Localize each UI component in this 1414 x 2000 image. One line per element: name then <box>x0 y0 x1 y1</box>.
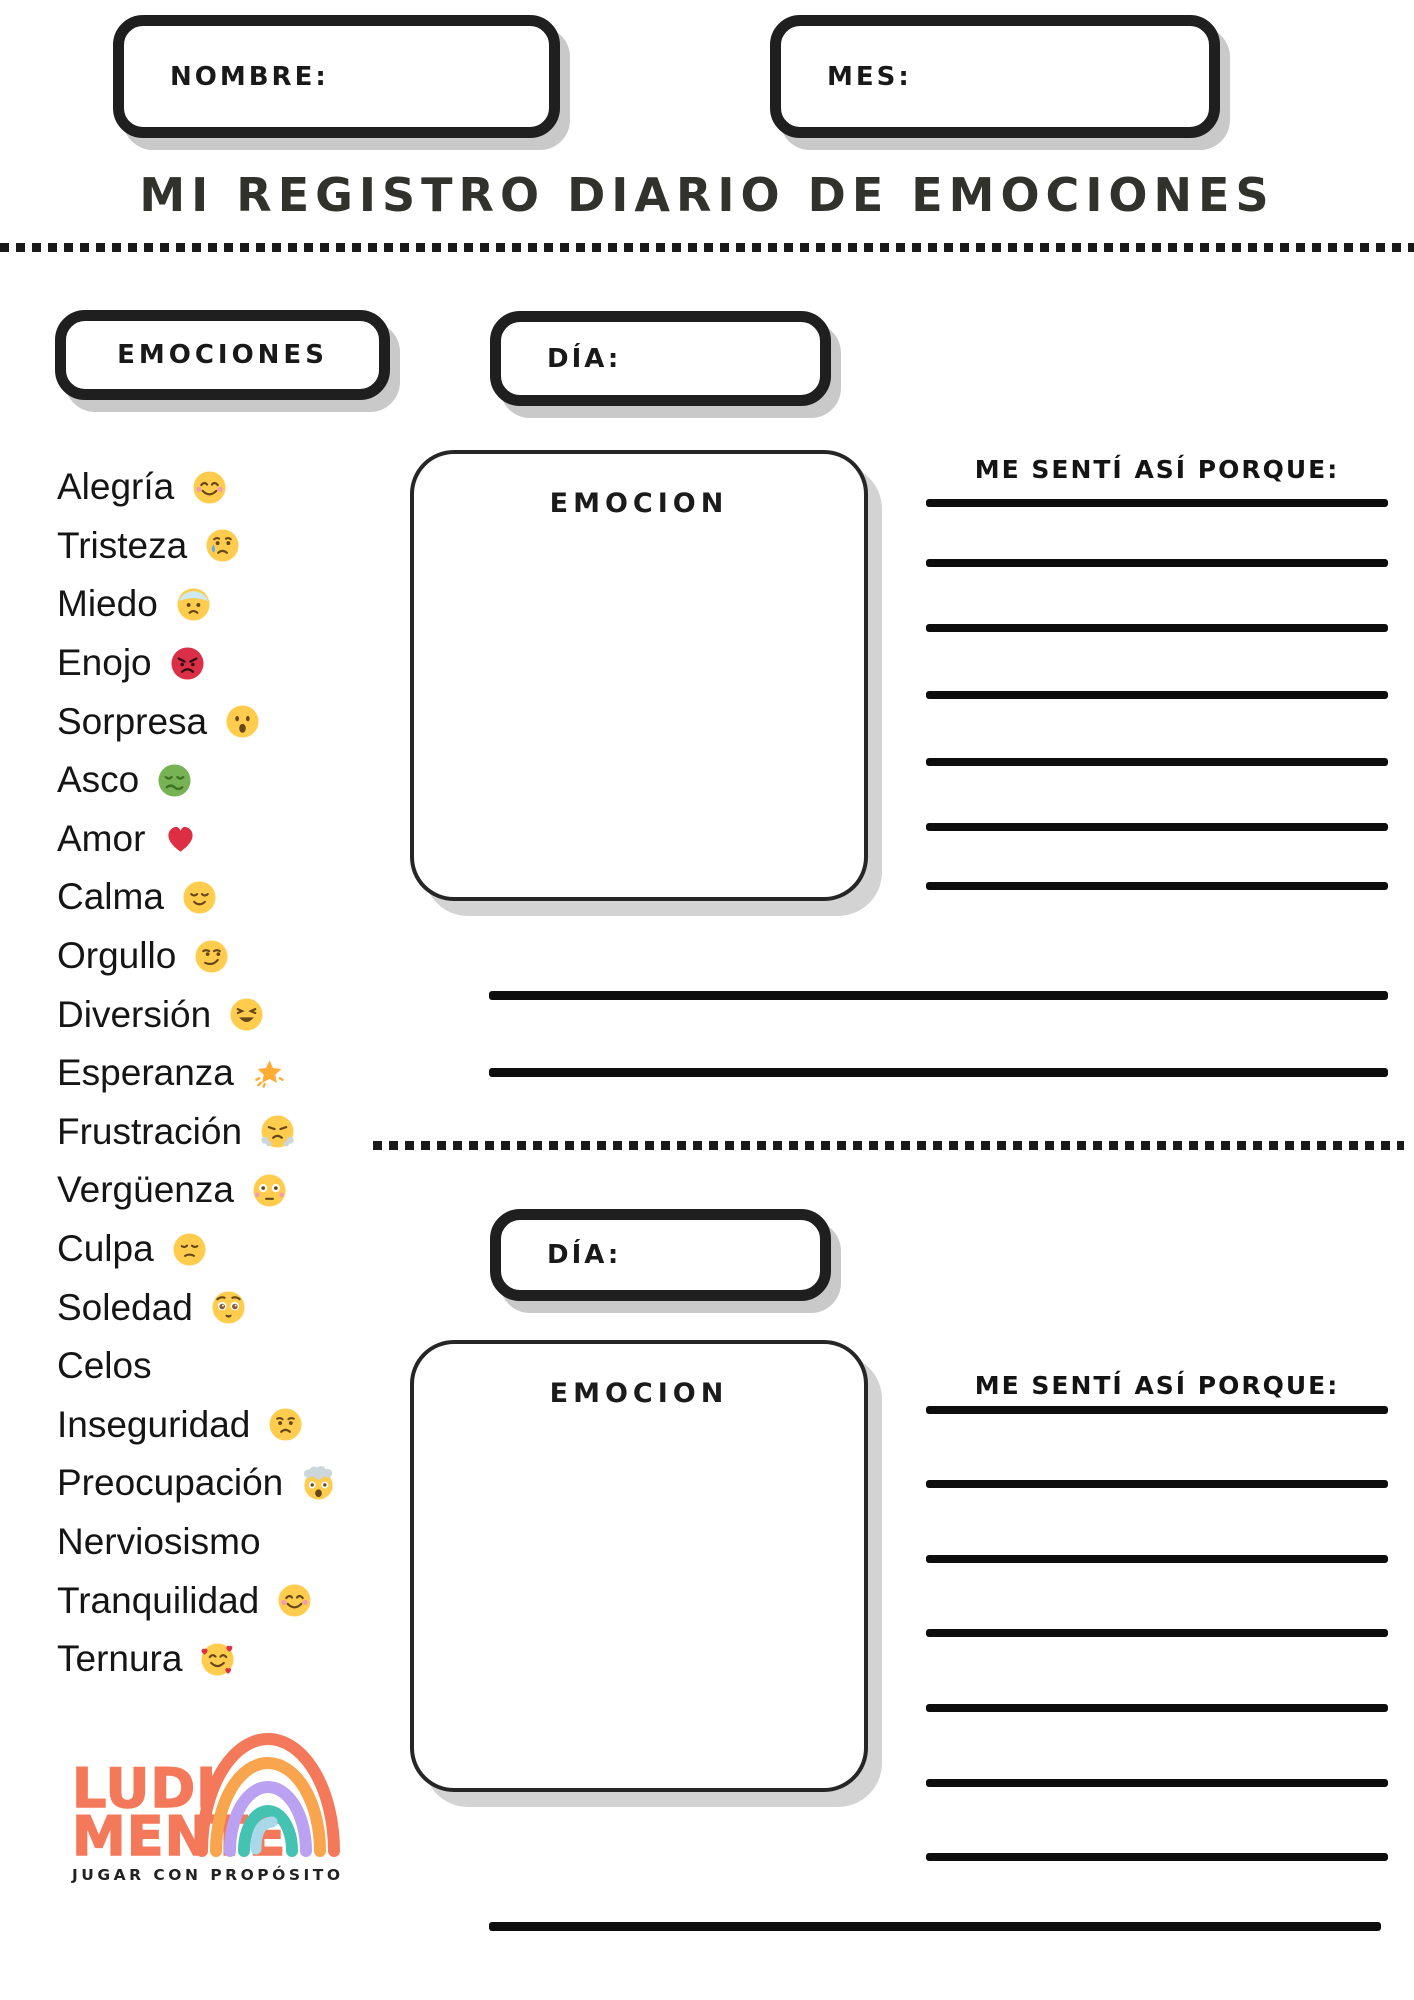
worried-face-icon <box>259 1407 294 1442</box>
dia-field-1[interactable] <box>490 311 831 406</box>
emotion-label: Alegría <box>57 466 175 508</box>
emotion-label: Asco <box>57 759 140 801</box>
emotion-item <box>57 1454 327 1513</box>
surprised-face-icon <box>216 704 251 739</box>
glowing-star-icon <box>243 1056 278 1091</box>
dotted-divider-middle <box>373 1141 1404 1150</box>
emotion-item <box>57 1571 327 1630</box>
emotion-label: Tranquilidad <box>57 1579 260 1621</box>
emotion-item <box>57 1513 327 1572</box>
emotion-item <box>57 692 327 751</box>
porque-label-2: ME SENTÍ ASÍ PORQUE: <box>974 1371 1340 1400</box>
writing-line[interactable] <box>489 991 1388 1000</box>
page-title: MI REGISTRO DIARIO DE EMOCIONES <box>139 168 1275 222</box>
relieved-face-icon <box>173 880 208 915</box>
writing-line[interactable] <box>926 1480 1388 1488</box>
smirking-face-icon <box>185 939 220 974</box>
emotion-item <box>57 927 327 986</box>
writing-line[interactable] <box>926 1779 1388 1787</box>
emotion-label: Enojo <box>57 642 152 684</box>
dia-label-1: DÍA: <box>547 343 622 374</box>
emocion-draw-box-1[interactable] <box>410 450 868 901</box>
emotion-item <box>57 634 327 693</box>
angry-face-icon <box>161 646 196 681</box>
dia-label-2: DÍA: <box>547 1240 622 1270</box>
emociones-title: EMOCIONES <box>117 340 328 370</box>
emotion-label: Celos <box>57 1345 152 1387</box>
writing-line[interactable] <box>926 1853 1388 1861</box>
smiling-face-with-smiling-eyes-icon <box>268 1583 303 1618</box>
emotion-label: Miedo <box>57 583 158 625</box>
pensive-face-icon <box>163 1232 198 1267</box>
writing-line[interactable] <box>926 559 1388 567</box>
emotion-item <box>57 1396 327 1455</box>
pleading-face-icon <box>202 1290 237 1325</box>
writing-line[interactable] <box>489 1922 1381 1931</box>
emotion-label: Ternura <box>57 1638 183 1680</box>
emotion-label: Preocupación <box>57 1462 284 1504</box>
writing-line[interactable] <box>926 882 1388 890</box>
emotion-label: Esperanza <box>57 1052 234 1094</box>
emociones-header-box <box>55 310 390 400</box>
brand-tagline: JUGAR CON PROPÓSITO <box>72 1866 344 1884</box>
writing-line[interactable] <box>489 1068 1388 1077</box>
emotion-item <box>57 1278 327 1337</box>
emotion-item <box>57 985 327 1044</box>
emotion-label: Culpa <box>57 1228 154 1270</box>
writing-line[interactable] <box>926 624 1388 632</box>
writing-line[interactable] <box>926 758 1388 766</box>
emotion-item <box>57 810 327 869</box>
flushed-face-icon <box>243 1173 278 1208</box>
emotion-item <box>57 1103 327 1162</box>
porque-label-1: ME SENTÍ ASÍ PORQUE: <box>974 455 1340 484</box>
brand-word-ludi: LUDI <box>72 1757 218 1820</box>
fearful-face-icon <box>167 587 202 622</box>
writing-line[interactable] <box>926 1704 1388 1712</box>
emotion-label: Calma <box>57 876 164 918</box>
writing-line[interactable] <box>926 1629 1388 1637</box>
emotion-label: Tristeza <box>57 524 188 566</box>
writing-line[interactable] <box>926 1406 1388 1414</box>
emotion-label: Soledad <box>57 1286 193 1328</box>
emotion-item <box>57 575 327 634</box>
face-with-steam-icon <box>251 1114 286 1149</box>
brand-word-mente: MENTE <box>72 1805 287 1868</box>
mes-field[interactable] <box>770 15 1220 138</box>
writing-line[interactable] <box>926 691 1388 699</box>
emocion-box-label-1: EMOCION <box>549 488 729 519</box>
red-heart-icon <box>154 821 189 856</box>
nauseated-face-icon <box>148 763 183 798</box>
emocion-draw-box-2[interactable] <box>410 1340 868 1792</box>
dotted-divider-top <box>0 243 1414 252</box>
nombre-field[interactable] <box>113 15 560 138</box>
mes-label: MES: <box>827 61 912 92</box>
writing-line[interactable] <box>926 1555 1388 1563</box>
smiling-face-with-smiling-eyes-icon <box>183 470 218 505</box>
emotion-item <box>57 458 327 517</box>
laughing-face-icon <box>220 997 255 1032</box>
crying-face-icon <box>196 528 231 563</box>
writing-line[interactable] <box>926 823 1388 831</box>
emocion-box-label-2: EMOCION <box>549 1378 729 1409</box>
emotion-item <box>57 1161 327 1220</box>
emotion-item <box>57 517 327 576</box>
emotion-label: Nerviosismo <box>57 1520 261 1562</box>
emotion-label: Sorpresa <box>57 700 208 742</box>
emotion-label: Vergüenza <box>57 1169 234 1211</box>
emotion-item <box>57 1044 327 1103</box>
writing-line[interactable] <box>926 499 1388 507</box>
nombre-label: NOMBRE: <box>170 61 329 92</box>
smiling-face-with-hearts-icon <box>191 1642 226 1677</box>
emotion-label: Orgullo <box>57 935 177 977</box>
emotion-label: Diversión <box>57 993 212 1035</box>
emotion-item <box>57 1630 327 1689</box>
emotion-item <box>57 1220 327 1279</box>
emotion-item <box>57 868 327 927</box>
dia-field-2[interactable] <box>490 1209 831 1301</box>
rainbow-icon <box>193 1727 343 1857</box>
exploding-head-icon <box>292 1466 327 1501</box>
emotion-label: Inseguridad <box>57 1403 251 1445</box>
emotion-label: Frustración <box>57 1110 243 1152</box>
emotion-item <box>57 751 327 810</box>
emotion-label: Amor <box>57 817 146 859</box>
emotion-item <box>57 1337 327 1396</box>
emotion-list <box>57 458 327 1688</box>
